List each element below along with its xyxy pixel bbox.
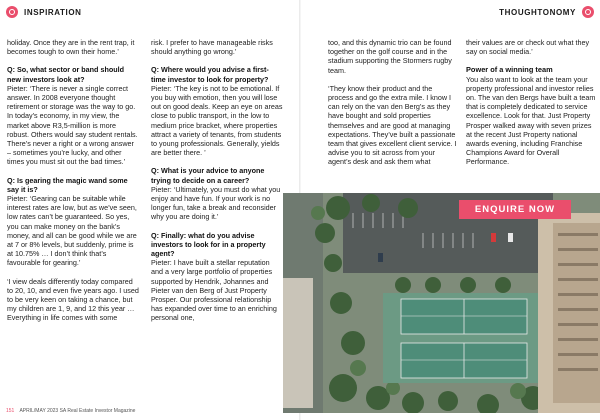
- paragraph: too, and this dynamic trio can be found together on the golf course and in the stadium supporting the Stormers rugby team.: [328, 38, 452, 75]
- article-column-1: [7, 38, 139, 332]
- answer-paragraph: Pieter: ‘Ultimately, you must do what you enjoy and have fun. If your work is no longer fun, take a break and reconsider why you are doing it.’: [151, 184, 281, 222]
- subheading: Power of a winning team: [466, 65, 553, 75]
- paragraph: You also want to look at the team your property professional and investor relies on. The van den Bergs have built a team that is completely dedicated to service excellence. Look for that. Just Property Prosper walked away with seven prizes at the recent Just Property national awards evening, including Franchise Champions Award for Overall Performance.: [466, 74, 596, 167]
- aerial-photo-tennis-courts: [283, 193, 600, 413]
- answer-paragraph: Pieter: ‘There is never a single correct answer. In 2008 everyone thought retirement or storage was the way to go. In today’s economy, in my view, the market above R3,5-million is more robust. Others would say student rentals. There’s never a right or a wrong answer – sometimes you’re lucky, and other times you must sit out the bad times.’: [7, 83, 138, 167]
- enquire-now-button[interactable]: ENQUIRE NOW: [459, 200, 571, 219]
- paragraph: holiday. Once they are in the rent trap, it becomes tough to own their home.’: [7, 38, 135, 57]
- article-column-4: [466, 38, 596, 176]
- section-badge-icon: [582, 6, 594, 18]
- question-heading: Q: Where would you advise a first-time investor to look for property?: [151, 65, 269, 84]
- section-label-right: [499, 6, 594, 18]
- article-column-3: [328, 38, 458, 176]
- paragraph: their values are or check out what they say on social media.’: [466, 38, 590, 57]
- paragraph: ‘They know their product and the process and go the extra mile. I know I can rely on the van den Berg’s as they have bought and sold properties themselves and are good at managing expectations. They’ve built a passionate team that gives excellent client service. I advise you to sit across from your agent’s desk and ask them what: [328, 83, 457, 167]
- section-label-left: [6, 6, 82, 18]
- issue-info: APRIL/MAY 2023 SA Real Estate Investor Magazine: [19, 408, 136, 414]
- article-column-2: [151, 38, 283, 332]
- section-title-inspiration: INSPIRATION: [24, 7, 82, 17]
- question-heading: Q: So, what sector or band should new investors look at?: [7, 65, 125, 84]
- section-badge-icon: [6, 6, 18, 18]
- paragraph: risk. I prefer to have manageable risks should anything go wrong.’: [151, 38, 273, 57]
- answer-paragraph: Pieter: ‘The key is not to be emotional. If you buy with emotion, then you will lose out on good deals. Keep an eye on areas close to public transport, in the low to medium price bracket, where properties attract a variety of tenants, from students to young professionals. Generally, yields are better there. ’: [151, 83, 283, 158]
- paragraph: ‘I view deals differently today compared to 20, 10, and even five years ago. I used to be very keen on taking a chance, but my children are 1, 9, and 12 this year … Everything in life comes with some: [7, 276, 139, 323]
- section-title-thoughtonomy: THOUGHTONOMY: [499, 7, 576, 17]
- answer-paragraph: Pieter: ‘Gearing can be suitable while interest rates are low, but as we’ve seen, low rates can’t be guaranteed. So yes, you can make money on the bank’s money, and all can be good while we are at 7 or 8% levels, but suddenly, prime is at 10.75% … I don’t think that’s favourable for gearing.’: [7, 194, 137, 268]
- page-footer: [6, 408, 135, 414]
- question-heading: Q: Finally: what do you advise investors to look for in a property agent?: [151, 230, 266, 259]
- answer-paragraph: Pieter: I have built a stellar reputation and a very large portfolio of properties supported by Hendrik, Johannes and Pieter van den Berg of Just Property Prosper. Our professional relationship has expanded over time to an enriching personal one,: [151, 258, 277, 323]
- page-number: 151: [6, 408, 15, 414]
- question-heading: Q: Is gearing the magic wand some say it is?: [7, 175, 128, 194]
- question-heading: Q: What is your advice to anyone trying to decide on a career?: [151, 166, 265, 185]
